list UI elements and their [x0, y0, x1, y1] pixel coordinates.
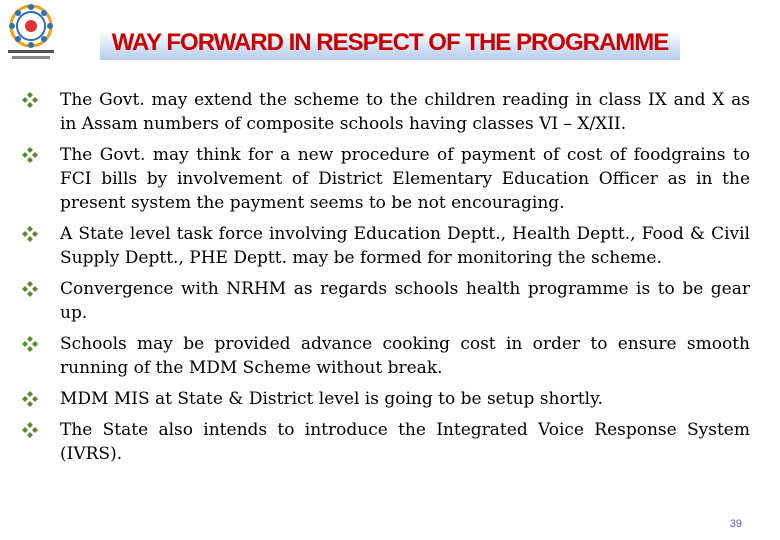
diamond-bullet-icon: [22, 147, 38, 163]
bullet-text: Convergence with NRHM as regards schools health programme is to be gear up.: [60, 279, 750, 323]
diamond-bullet-icon: [22, 281, 38, 297]
bullet-text: MDM MIS at State & District level is going to be setup shortly.: [60, 389, 603, 409]
page-number: 39: [729, 518, 742, 530]
diamond-bullet-icon: [22, 336, 38, 352]
diamond-bullet-icon: [22, 422, 38, 438]
bullet-item: [22, 387, 750, 411]
diamond-bullet-icon: [22, 92, 38, 108]
bullet-text: The Govt. may extend the scheme to the children reading in class IX and X as in Assam numbers of composite schools having classes VI – X/XII.: [60, 90, 750, 134]
bullet-item: [22, 143, 750, 215]
bullet-text: The State also intends to introduce the Integrated Voice Response System (IVRS).: [60, 420, 750, 464]
diamond-bullet-icon: [22, 226, 38, 242]
bullet-item: [22, 277, 750, 325]
bullet-item: [22, 418, 750, 466]
bullet-text: The Govt. may think for a new procedure of payment of cost of foodgrains to FCI bills by involvement of District Elementary Education Officer as in the present system the payment seems to be not encouraging.: [60, 145, 750, 213]
bullet-list: [22, 88, 750, 473]
bullet-text: A State level task force involving Education Deptt., Health Deptt., Food & Civil Supply Deptt., PHE Deptt. may be formed for monitoring the scheme.: [60, 224, 750, 268]
bullet-text: Schools may be provided advance cooking cost in order to ensure smooth running of the MDM Scheme without break.: [60, 334, 750, 378]
slide-title: WAY FORWARD IN RESPECT OF THE PROGRAMME: [100, 22, 681, 60]
bullet-item: [22, 222, 750, 270]
diamond-bullet-icon: [22, 391, 38, 407]
bullet-item: [22, 88, 750, 136]
bullet-item: [22, 332, 750, 380]
